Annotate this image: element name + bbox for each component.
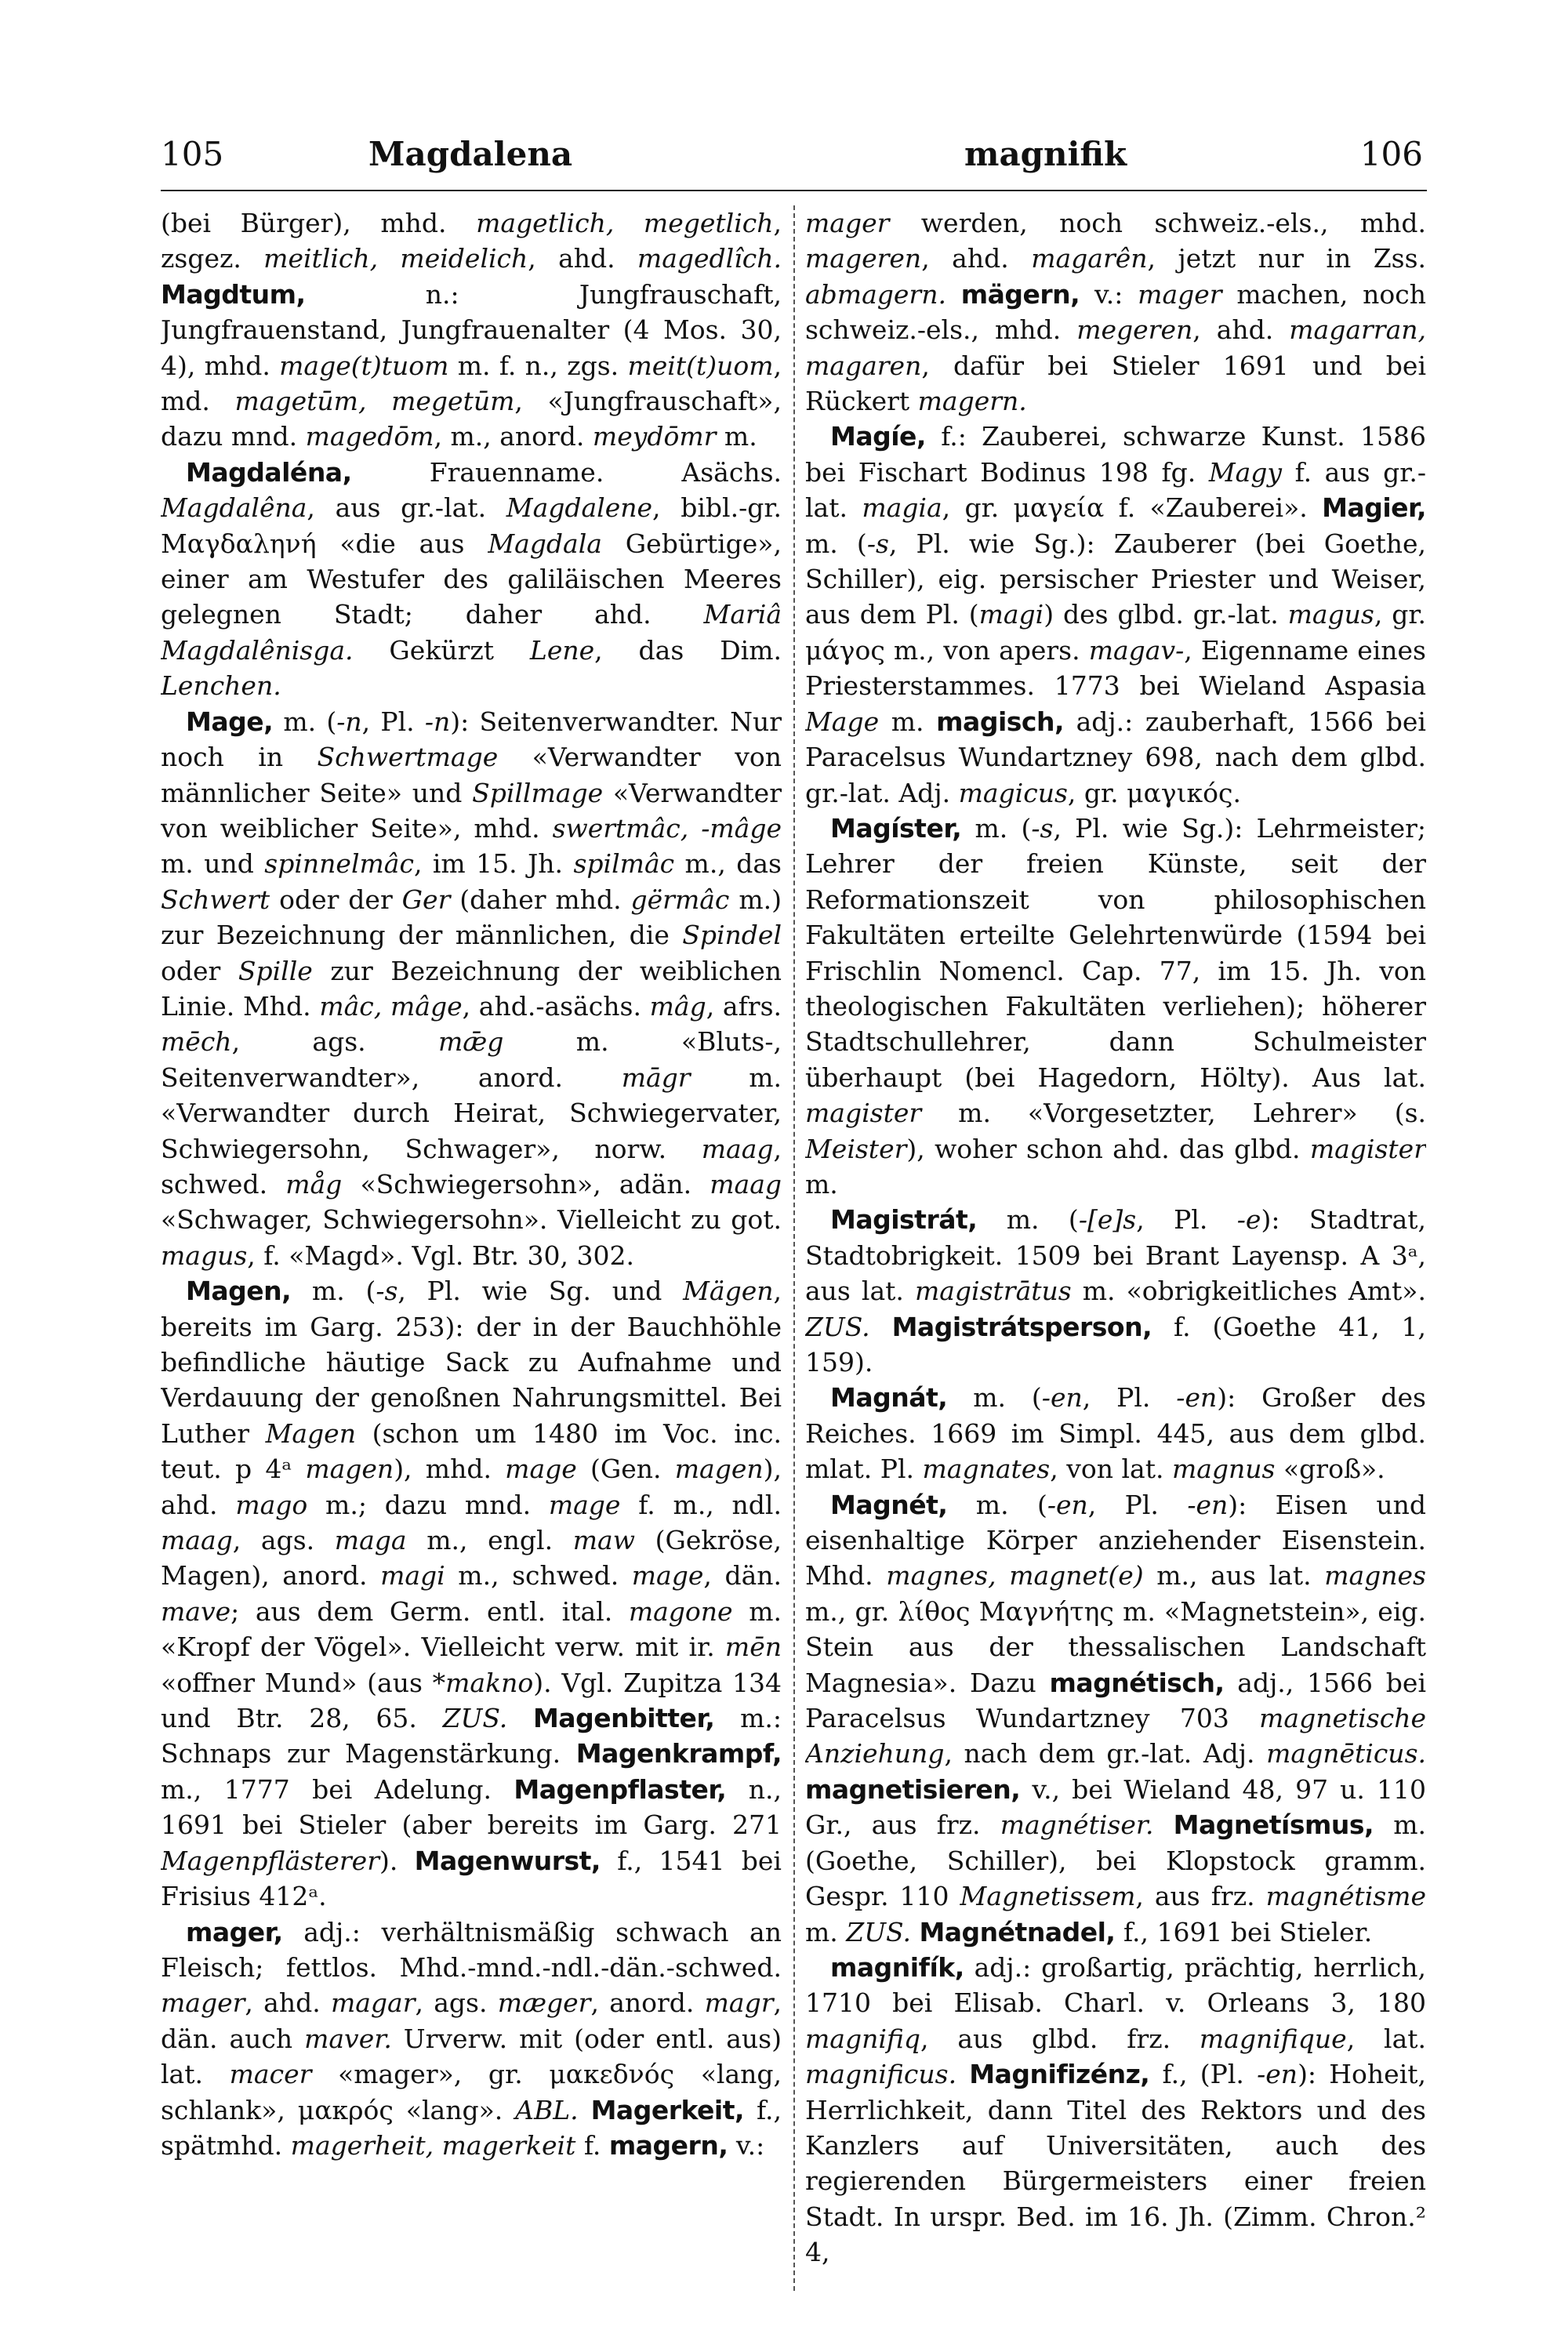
entry-text: ): Großer des Reiches. 1669 im Simpl. 445, aus dem glbd. mlat. Pl.	[805, 1382, 1426, 1485]
italic-text: -n	[424, 706, 451, 737]
entry-text: , m., anord.	[434, 421, 593, 452]
entry-text: m. «obrigkeitliches Amt».	[1071, 1276, 1426, 1307]
italic-text: Schwert	[161, 884, 270, 915]
entry-text: , ags.	[232, 1525, 335, 1556]
headword: Magenbitter,	[532, 1703, 715, 1734]
entry-text: , im 15. Jh.	[413, 848, 574, 880]
entry-text: , ags.	[415, 1987, 498, 2019]
entry-text: m.	[805, 1916, 847, 1947]
entry-text: «groß».	[1275, 1454, 1385, 1485]
entry-text: «Verwandter von männlicher Seite» und	[161, 742, 782, 808]
dictionary-entry	[161, 1915, 782, 2164]
entry-text: m. «Vorgesetzter, Lehrer» (s.	[921, 1098, 1426, 1129]
entry-text: , bereits im Garg. 253): der in der Bauchhöhle befindliche häutige Sack zu Aufnahme und Verdauung der genoßnen Nahrungsmittel. Bei Luther	[161, 1276, 782, 1449]
italic-text: maver.	[304, 2023, 392, 2054]
italic-text: magnates	[922, 1454, 1051, 1485]
entry-text: m.	[716, 421, 757, 452]
entry-text: Urverw. mit (oder entl. aus) lat.	[161, 2023, 782, 2090]
italic-text: maag	[161, 1525, 233, 1556]
italic-text: Magen	[265, 1417, 356, 1449]
italic-text: magen	[305, 1454, 394, 1485]
italic-text: -e	[1236, 1204, 1261, 1236]
italic-text: ABL.	[515, 2094, 579, 2125]
entry-text: , lat.	[1346, 2023, 1426, 2054]
headword: Magen,	[186, 1276, 292, 1307]
italic-text: māgr	[621, 1062, 691, 1093]
headword: Magnétnadel,	[919, 1916, 1116, 1947]
italic-text: -s	[376, 1276, 398, 1307]
entry-text: , dän.	[703, 1560, 782, 1592]
italic-text: Spille	[238, 955, 313, 986]
entry-text: f.: Zauberei, schwarze Kunst. 1586 bei Fischart Bodinus 198 fg.	[805, 421, 1426, 488]
italic-text: mager	[1138, 278, 1222, 310]
entry-text: m. (Goethe, Schiller), bei Klopstock gramm. Gespr. 110	[805, 1809, 1426, 1912]
header-rule	[161, 190, 1427, 191]
italic-text: Magenpflästerer	[161, 1845, 379, 1876]
italic-text: magedlîch.	[637, 243, 782, 274]
italic-text: -en	[1041, 1382, 1083, 1414]
entry-text: ): Seitenverwandter. Nur noch in	[161, 706, 782, 773]
headword: magnifík,	[830, 1951, 964, 1983]
entry-text: , Pl.	[1136, 1204, 1237, 1236]
entry-text: n., 1691 bei Stieler (aber bereits im Garg. 271	[161, 1773, 782, 1841]
entry-text: m. (	[947, 1489, 1047, 1520]
entry-text: , afrs.	[706, 990, 782, 1022]
italic-text: mēn	[724, 1632, 782, 1663]
italic-text: -en	[1176, 1382, 1218, 1414]
running-head-left: Magdalena	[368, 135, 573, 173]
italic-text: magetlich, megetlich	[476, 208, 774, 238]
italic-text: magnifiq	[805, 2023, 921, 2054]
entry-text: (Gen.	[576, 1454, 675, 1485]
dictionary-entry	[805, 205, 1426, 419]
entry-text: v.:	[728, 2129, 765, 2161]
italic-text: magarran, magaren	[805, 314, 1426, 381]
italic-text: magister	[805, 1098, 922, 1129]
entry-text: Frauenname. Asächs.	[351, 456, 782, 488]
italic-text: magnetische Anziehung	[805, 1703, 1426, 1769]
entry-text: , Pl. wie Sg.): Zauberer (bei Goethe, Schiller), eig. persischer Priester und Weiser, aus dem Pl. (	[805, 528, 1426, 630]
entry-text: zur Bezeichnung der weiblichen Linie. Mhd.	[161, 955, 782, 1022]
italic-text: magnifique	[1199, 2023, 1347, 2054]
entry-text: m., engl.	[406, 1525, 573, 1556]
entry-text: , ahd.	[528, 243, 637, 274]
italic-text: magnes, magnet(e)	[886, 1560, 1144, 1592]
italic-text: Magdala	[488, 528, 602, 559]
italic-text: magedōm	[305, 421, 434, 452]
italic-text: Spindel	[682, 920, 782, 951]
entry-text: , jetzt nur in Zss.	[1147, 243, 1426, 274]
entry-text: «mager», gr. μακεδνός «lang, schlank», μακρός «lang».	[161, 2059, 782, 2125]
italic-text: Mage	[805, 706, 880, 737]
entry-text: , ahd.-asächs.	[462, 990, 650, 1022]
entry-text: adj.: großartig, prächtig, herrlich, 1710 bei Elisab. Charl. v. Orleans 3, 180	[805, 1951, 1426, 2019]
italic-text: meit(t)uom	[627, 350, 774, 381]
italic-text: abmagern.	[805, 278, 946, 310]
entry-text: , gr. μαγικός.	[1067, 777, 1241, 808]
italic-text: maw	[572, 1525, 635, 1556]
italic-text: -s	[866, 528, 889, 559]
italic-text: magerheit, magerkeit	[290, 2129, 576, 2161]
entry-text: m.) zur Bezeichnung der männlichen, die	[161, 884, 782, 951]
italic-text: magnétiser.	[1000, 1809, 1154, 1841]
entry-text: ): Eisen und eisenhaltige Körper anziehender Eisenstein. Mhd.	[805, 1489, 1426, 1592]
entry-text: f. aus gr.-lat.	[805, 456, 1426, 524]
entry-text: m. und	[161, 848, 265, 880]
headword: mägern,	[960, 278, 1080, 310]
entry-text: (daher mhd.	[450, 884, 631, 915]
italic-text: mage(t)tuom	[279, 350, 449, 381]
italic-text: mager	[161, 1987, 245, 2019]
entry-text: , ahd.	[1192, 314, 1290, 346]
italic-text: -en	[1047, 1489, 1088, 1520]
dictionary-entry	[161, 455, 782, 704]
italic-text: Mariâ Magdalênisga.	[161, 599, 782, 666]
entry-text: , gr. μαγεία f. «Zauberei».	[942, 492, 1323, 524]
entry-text: , zsgez.	[161, 208, 782, 274]
italic-text: mâc, mâge	[319, 990, 463, 1022]
italic-text: Lene	[529, 634, 595, 666]
italic-text: -en	[1187, 1489, 1229, 1520]
entry-text: m.	[879, 706, 937, 737]
italic-text: magern.	[917, 386, 1027, 417]
italic-text: magicus	[958, 777, 1068, 808]
entry-text: v.:	[1080, 278, 1138, 310]
entry-text: ) des glbd. gr.-lat.	[1044, 599, 1288, 630]
entry-text: , aus frz.	[1135, 1881, 1266, 1912]
entry-text: , Pl.	[361, 706, 425, 737]
italic-text: mæger	[497, 1987, 591, 2019]
entry-text: , ags.	[231, 1026, 438, 1058]
italic-text: Magy	[1208, 456, 1283, 488]
italic-text: magar	[330, 1987, 416, 2019]
headword: Magíster,	[830, 812, 962, 844]
entry-text: , ahd.	[921, 243, 1032, 274]
italic-text: magarên	[1031, 243, 1148, 274]
entry-text	[911, 1917, 920, 1947]
italic-text: magone	[628, 1595, 733, 1627]
headword: Magistrát,	[830, 1204, 978, 1236]
entry-text	[1154, 1809, 1174, 1840]
entry-text: , aus gr.-lat.	[307, 492, 506, 524]
entry-text: m. (	[977, 1204, 1079, 1236]
italic-text: magen	[674, 1454, 764, 1485]
italic-text: magav-	[1088, 634, 1185, 666]
headword: Magerkeit,	[590, 2094, 745, 2125]
italic-text: Magdalene	[506, 492, 653, 524]
italic-text: magnificus.	[805, 2059, 957, 2090]
running-head-right: magnifik	[964, 135, 1127, 173]
entry-text: adj., 1566 bei Paracelsus Wundartzney 703	[805, 1667, 1426, 1734]
entry-text: , dafür bei Stieler 1691 und bei Rückert	[805, 350, 1426, 417]
right-column	[805, 205, 1426, 2291]
headword: Magdtum,	[161, 278, 306, 310]
entry-text: ), mhd.	[394, 1454, 506, 1485]
entry-text: f., 1691 bei Stieler.	[1115, 1916, 1373, 1947]
entry-text: m., gr. λίθος Μαγνήτης m. «Magnetstein», eig. Stein aus der thessalischen Landschaft Magnesia». Dazu	[805, 1595, 1426, 1698]
entry-text: m.; dazu mnd.	[307, 1489, 549, 1520]
italic-text: meydōmr	[592, 421, 717, 452]
italic-text: macer	[229, 2059, 312, 2090]
entry-text: , Eigenname eines Priesterstammes. 1773 bei Wieland Aspasia	[805, 634, 1426, 702]
italic-text: mage	[505, 1454, 577, 1485]
left-column	[161, 205, 782, 2291]
headword: Magenpflaster,	[514, 1773, 727, 1805]
headword: Magier,	[1322, 492, 1426, 524]
italic-text: magister	[1309, 1133, 1426, 1164]
entry-text: ; aus dem Germ. entl. ital.	[230, 1595, 629, 1627]
entry-text: m. «Bluts-, Seitenverwandter», anord.	[161, 1026, 782, 1093]
italic-text: mave	[161, 1595, 231, 1627]
entry-text: , gr. μάγος m., von apers.	[805, 599, 1426, 666]
entry-text: , Pl. wie Sg. und	[397, 1276, 684, 1307]
entry-text: ). Vgl. Zupitza 134 und Btr. 28, 65.	[161, 1667, 782, 1734]
dictionary-entry	[805, 811, 1426, 1202]
headword: magern,	[608, 2129, 728, 2161]
entry-text: (bei Bürger), mhd.	[161, 208, 477, 238]
entry-text: m., das	[674, 848, 782, 880]
entry-text: m. (	[947, 1382, 1042, 1414]
italic-text: gërmâc	[630, 884, 730, 915]
italic-text: Meister	[805, 1133, 907, 1164]
italic-text: magnes	[1324, 1560, 1426, 1592]
italic-text: Spillmage	[472, 777, 604, 808]
italic-text: spinnelmâc	[264, 848, 414, 880]
entry-text: , Pl.	[1087, 1489, 1188, 1520]
entry-text: f., 1541 bei Frisius 412ᵃ.	[161, 1845, 782, 1912]
entry-text: m. (	[961, 812, 1032, 844]
entry-text: , ahd.	[245, 1987, 331, 2019]
italic-text: meitlich, meidelich	[263, 243, 528, 274]
headword: Magdaléna,	[186, 456, 352, 488]
entry-text: (schon um 1480 im Voc. inc. teut. p 4ᵃ	[161, 1417, 782, 1485]
italic-text: makno	[445, 1667, 534, 1698]
entry-text	[946, 279, 961, 310]
entry-text: m., schwed.	[445, 1560, 632, 1592]
entry-text: , von lat.	[1050, 1454, 1172, 1485]
italic-text: mago	[235, 1489, 308, 1520]
italic-text: maag	[701, 1133, 774, 1164]
entry-text: «offner Mund» (aus *	[161, 1667, 446, 1698]
dictionary-entry	[805, 1380, 1426, 1486]
entry-text: «Verwandter von weiblicher Seite», mhd.	[161, 777, 782, 844]
headword: magisch,	[936, 706, 1064, 737]
dictionary-entry	[161, 704, 782, 1274]
entry-text: , schwed.	[161, 1133, 782, 1200]
headword: Magenwurst,	[414, 1845, 601, 1876]
entry-text: , aus glbd. frz.	[920, 2023, 1200, 2054]
page-header	[0, 135, 1568, 182]
entry-text: , bibl.-gr. Μαγδαληνή «die aus	[161, 492, 782, 559]
italic-text: ZUS.	[442, 1703, 508, 1734]
entry-text	[579, 2095, 591, 2125]
entry-text: ): Stadtrat, Stadtobrigkeit. 1509 bei Brant Layensp. A 3ᵃ, aus lat.	[805, 1204, 1426, 1307]
italic-text: -n	[336, 706, 362, 737]
entry-text: m. (	[273, 706, 337, 737]
headword: Magenkrampf,	[575, 1738, 782, 1769]
headword: Mage,	[186, 706, 274, 737]
entry-text: machen, noch schweiz.-els., mhd.	[805, 278, 1426, 346]
dictionary-entry	[805, 1202, 1426, 1380]
entry-text: v., bei Wieland 48, 97 u. 110 Gr., aus frz.	[805, 1773, 1426, 1841]
italic-text: magnétisme	[1265, 1881, 1426, 1912]
headword: Magnetísmus,	[1173, 1809, 1374, 1841]
dictionary-entry	[161, 1273, 782, 1914]
entry-text: , f. «Magd». Vgl. Btr. 30, 302.	[247, 1240, 634, 1271]
entry-text: werden, noch schweiz.-els., mhd.	[889, 208, 1426, 238]
entry-text: f. m., ndl.	[620, 1489, 782, 1520]
italic-text: magnēticus.	[1266, 1738, 1426, 1769]
headword: Magnát,	[830, 1382, 948, 1414]
entry-text: m.: Schnaps zur Magenstärkung.	[161, 1703, 782, 1769]
italic-text: magistrātus	[914, 1276, 1072, 1307]
entry-text: f.	[575, 2129, 609, 2161]
italic-text: -s	[1031, 812, 1054, 844]
italic-text: megeren	[1076, 314, 1193, 346]
entry-text: f., spätmhd.	[161, 2094, 782, 2161]
entry-text: m. f. n., zgs.	[448, 350, 628, 381]
italic-text: swertmâc, -mâge	[552, 812, 782, 844]
page-number-left: 105	[161, 135, 224, 173]
italic-text: magus	[161, 1240, 248, 1271]
entry-text: m. (	[291, 1276, 376, 1307]
entry-text: ): Hoheit, Herrlichkeit, dann Titel des Rektors und des Kanzlers auf Universitäten, auch des regierenden Bürgermeisters einer freien Stadt. In urspr. Bed. im 16. Jh. (Zimm. Chron.² 4,	[805, 2059, 1426, 2268]
entry-text: adj.: verhältnismäßig schwach an Fleisch; fettlos. Mhd.-mnd.-ndl.-dän.-schwed.	[161, 1916, 782, 1983]
entry-text: Gebürtige», einer am Westufer des galiläischen Meeres gelegnen Stadt; daher ahd.	[161, 528, 782, 630]
italic-text: Lenchen.	[161, 670, 281, 702]
entry-text: oder der	[270, 884, 402, 915]
italic-text: magetūm, megetūm	[234, 386, 515, 417]
page-number-right: 106	[1359, 135, 1423, 173]
headword: mager,	[186, 1916, 283, 1947]
italic-text: mage	[631, 1560, 704, 1592]
entry-text: m. (	[805, 528, 867, 559]
entry-text: , nach dem gr.-lat. Adj.	[944, 1738, 1267, 1769]
entry-text: adj.: zauberhaft, 1566 bei Paracelsus Wundartzney 698, nach dem glbd. gr.-lat. Adj.	[805, 706, 1426, 808]
italic-text: -en	[1257, 2059, 1298, 2090]
italic-text: måg	[285, 1168, 343, 1200]
italic-text: magi	[380, 1560, 445, 1592]
dictionary-entry	[805, 1487, 1426, 1950]
italic-text: magia	[862, 492, 942, 524]
entry-text	[956, 2059, 969, 2089]
headword: Magistrátsperson,	[891, 1311, 1152, 1342]
headword: magnetisieren,	[805, 1773, 1021, 1805]
entry-text: , das Dim.	[594, 634, 782, 666]
headword: Magnét,	[830, 1489, 948, 1520]
italic-text: ZUS.	[805, 1311, 870, 1342]
entry-text: ), ahd.	[161, 1454, 782, 1520]
italic-text: mēch	[161, 1026, 232, 1058]
entry-text: Gekürzt	[353, 634, 530, 666]
italic-text: maga	[334, 1525, 407, 1556]
dictionary-entry	[161, 205, 782, 455]
italic-text: spilmâc	[573, 848, 675, 880]
italic-text: Ger	[401, 884, 451, 915]
entry-text: , Pl.	[1082, 1382, 1177, 1414]
italic-text: mager	[805, 208, 890, 238]
entry-text: , Pl. wie Sg.): Lehrmeister; Lehrer der freien Künste, seit der Reformationszeit von philosophischen Fakultäten erteilte Gelehrtenwürde (1594 bei Frischlin Nomencl. Cap. 77, im 15. Jh. von theologischen Fakultäten verliehen); höherer Stadtschullehrer, dann Schulmeister überhaupt (bei Hagedorn, Hölty). Aus lat.	[805, 812, 1426, 1093]
column-divider	[793, 205, 795, 2291]
entry-text: , anord.	[590, 1987, 705, 2019]
italic-text: magnus	[1171, 1454, 1276, 1485]
italic-text: mage	[548, 1489, 621, 1520]
italic-text: magus	[1287, 599, 1374, 630]
entry-text: , dän. auch	[161, 1987, 782, 2054]
italic-text: ZUS.	[846, 1916, 911, 1947]
italic-text: magr	[704, 1987, 774, 2019]
italic-text: -[e]s	[1078, 1204, 1137, 1236]
italic-text: magi	[978, 599, 1044, 630]
entry-text	[507, 1703, 533, 1733]
dictionary-entry	[805, 1950, 1426, 2270]
entry-text: m., 1777 bei Adelung.	[161, 1773, 514, 1805]
entry-text: m.	[805, 1168, 838, 1200]
entry-text: f., (Pl.	[1149, 2059, 1258, 2090]
entry-text: «Schwager, Schwiegersohn». Vielleicht zu got.	[161, 1204, 782, 1236]
entry-text: ), woher schon ahd. das glbd.	[906, 1133, 1310, 1164]
dictionary-entry	[805, 419, 1426, 810]
italic-text: Mägen	[683, 1276, 774, 1307]
entry-text	[870, 1312, 892, 1342]
entry-text: m. «Verwandter durch Heirat, Schwiegervater, Schwiegersohn, Schwager», norw.	[161, 1062, 782, 1164]
italic-text: Schwertmage	[317, 742, 499, 773]
headword: magnétisch,	[1049, 1667, 1225, 1698]
headword: Magíe,	[830, 421, 926, 452]
entry-text: m., aus lat.	[1143, 1560, 1325, 1592]
entry-text: ).	[379, 1845, 415, 1876]
italic-text: Magdalêna	[161, 492, 307, 524]
entry-text: n.: Jungfrauschaft, Jungfrauenstand, Jungfrauenalter (4 Mos. 30, 4), mhd.	[161, 278, 782, 381]
entry-text: oder	[161, 955, 238, 986]
italic-text: Magnetissem	[960, 1881, 1136, 1912]
headword: Magnifizénz,	[969, 2059, 1150, 2090]
entry-text: «Schwiegersohn», adän.	[342, 1168, 710, 1200]
italic-text: mageren	[805, 243, 922, 274]
entry-text: f. (Goethe 41, 1, 159).	[805, 1311, 1426, 1377]
entry-text: (Gekröse, Magen), anord.	[161, 1525, 782, 1592]
entry-text: , «Jungfrauschaft», dazu mnd.	[161, 386, 782, 452]
entry-text: , md.	[161, 350, 782, 417]
italic-text: mǣg	[437, 1026, 504, 1058]
entry-text: m. «Kropf der Vögel». Vielleicht verw. mit ir.	[161, 1595, 782, 1663]
italic-text: maag	[710, 1168, 782, 1200]
italic-text: mâg	[649, 990, 706, 1022]
